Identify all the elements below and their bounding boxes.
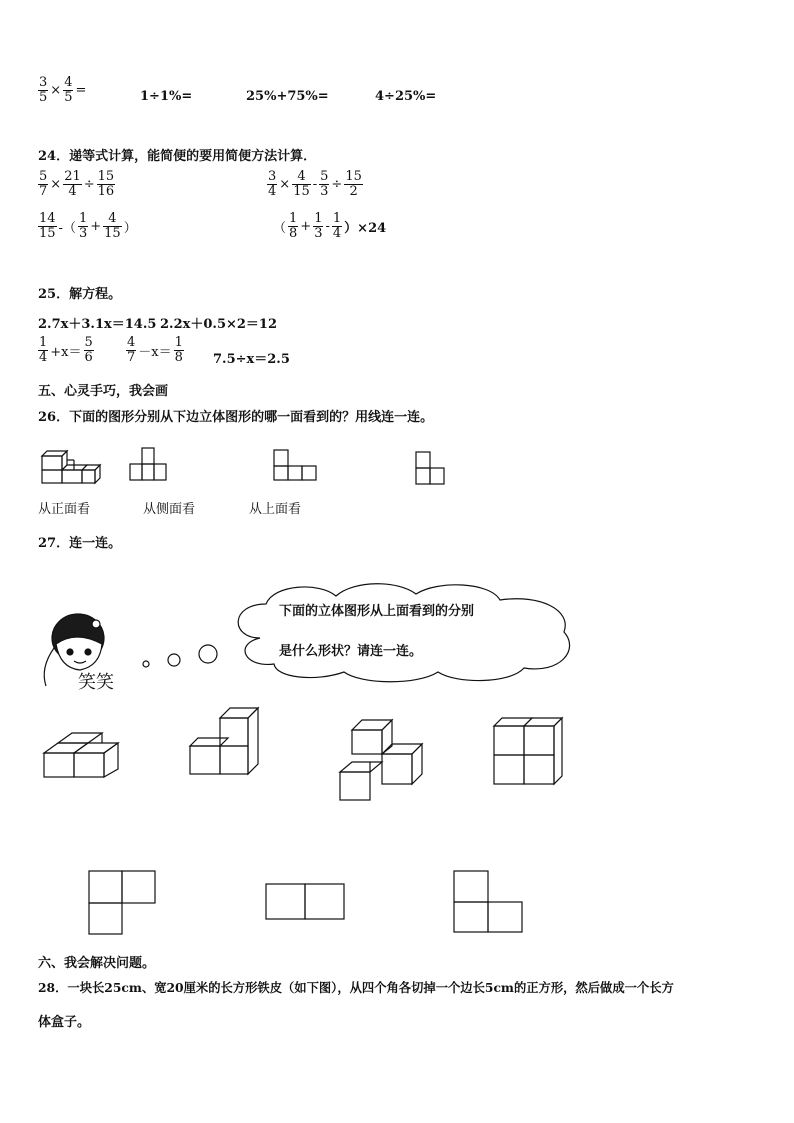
view-label-side: 从侧面看 — [143, 502, 196, 517]
q27-top-view-1 — [88, 870, 158, 936]
fraction: $\frac{4}{5}$ — [64, 75, 73, 105]
cloud-text-line-1: 下面的立体图形从上面看到的分别 — [279, 604, 475, 619]
equation-5: 7.5÷x＝2.5 — [213, 352, 290, 367]
calc-row-1: $\frac{3}{5}$ × $\frac{4}{5}$ = — [39, 75, 87, 105]
q27-solid-3 — [338, 714, 428, 802]
q26-view-shape-1 — [130, 446, 170, 482]
q27-top-view-2 — [265, 883, 347, 921]
equation-2: 2.2x＋0.5×2＝12 — [160, 317, 278, 332]
calc-expression: 4÷25%= — [375, 89, 437, 104]
view-label-front: 从正面看 — [38, 502, 91, 517]
calc-expression: 25%+75%= — [246, 89, 329, 104]
expression-24b: $\frac{3}{4}$ × $\frac{4}{15}$ - $\frac{5}{3}$ ÷ $\frac{15}{2}$ — [268, 169, 362, 199]
question-27-title: 27．连一连。 — [38, 536, 122, 551]
question-28-line-1: 28．一块长25cm、宽20厘米的长方形铁皮（如下图），从四个角各切掉一个边长5cm的正方形，然后做成一个长方 — [38, 980, 674, 995]
question-24-title: 24．递等式计算，能简便的要用简便方法计算． — [38, 149, 317, 164]
question-26-title: 26．下面的图形分别从下边立体图形的哪一面看到的？用线连一连。 — [38, 410, 434, 425]
view-label-top: 从上面看 — [249, 502, 302, 517]
equation-3: $\frac{1}{4}$ +x＝ $\frac{5}{6}$ — [39, 335, 93, 365]
question-25-title: 25．解方程。 — [38, 287, 122, 302]
q27-solid-1 — [44, 724, 124, 780]
equation-1: 2.7x＋3.1x＝14.5 — [38, 317, 157, 332]
q27-solid-2 — [188, 706, 264, 778]
expression-24c: $\frac{14}{15}$ -（ $\frac{1}{3}$ + $\frac{4}{15}$ ） — [39, 211, 137, 241]
fraction: $\frac{3}{5}$ — [39, 75, 48, 105]
cloud-text-line-2: 是什么形状？请连一连。 — [279, 644, 423, 659]
thought-dots — [140, 642, 220, 672]
q27-top-view-3 — [453, 870, 525, 934]
q26-solid-figure — [38, 442, 100, 484]
expression-24a: $\frac{5}{7}$ × $\frac{21}{4}$ ÷ $\frac{15}{16}$ — [39, 169, 115, 199]
q27-solid-4 — [492, 714, 568, 786]
thought-cloud — [220, 578, 580, 684]
expression-24d: （ $\frac{1}{8}$ + $\frac{1}{3}$ - $\frac{1}{4}$ ）×24 — [273, 211, 387, 241]
section-5-heading: 五、心灵手巧，我会画 — [38, 384, 169, 399]
q26-view-shape-2 — [272, 448, 320, 482]
girl-caption: 笑笑 — [78, 672, 114, 693]
question-28-line-2: 体盒子。 — [38, 1015, 91, 1030]
section-6-heading: 六、我会解决问题。 — [38, 956, 156, 971]
equation-4: $\frac{4}{7}$ －x＝ $\frac{1}{8}$ — [127, 335, 183, 365]
calc-expression: 1÷1%= — [140, 89, 193, 104]
q26-view-shape-3 — [414, 450, 448, 486]
